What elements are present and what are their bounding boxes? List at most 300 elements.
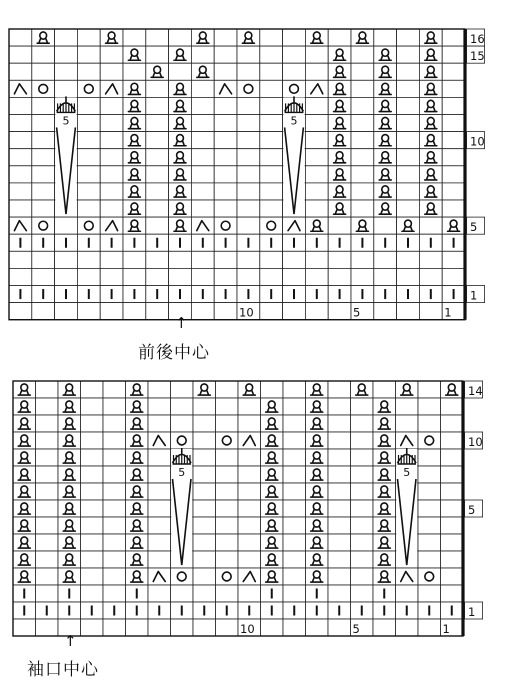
- chart-cell: [351, 483, 374, 500]
- chart-cell: [36, 449, 59, 466]
- chart-cell: [374, 183, 397, 200]
- chart-cell: [237, 132, 260, 149]
- chart-cell: [419, 132, 442, 149]
- chart-cell: [237, 115, 260, 132]
- chart-cell: [100, 132, 123, 149]
- chart-cell: [442, 80, 465, 97]
- chart-cell: [81, 398, 104, 415]
- caption-sleeve-center: 袖口中心: [27, 660, 99, 680]
- chart-cell: [9, 63, 32, 80]
- chart-cell: [260, 200, 283, 217]
- chart-cell: [169, 200, 192, 217]
- chart-cell: [351, 551, 374, 568]
- chart-cell: [238, 585, 261, 602]
- chart-cell: [419, 251, 442, 268]
- chart-cell: [396, 415, 419, 432]
- chart-cell: [32, 97, 55, 114]
- chart-cell: [237, 63, 260, 80]
- chart-cell: [418, 551, 441, 568]
- chart-cell: [351, 217, 374, 234]
- chart-cell: [81, 568, 104, 585]
- chart-cell: [283, 466, 306, 483]
- svg-text:5: 5: [470, 220, 478, 235]
- chart-cell: [9, 46, 32, 63]
- chart-cell: [191, 63, 214, 80]
- chart-cell: [32, 29, 55, 46]
- chart-cell: [146, 132, 169, 149]
- chart-cell: [306, 483, 329, 500]
- chart-cell: [169, 268, 192, 285]
- chart-cell: [146, 80, 169, 97]
- chart-cell: [351, 63, 374, 80]
- chart-cell: [238, 517, 261, 534]
- chart-cell: [216, 500, 239, 517]
- chart-cell: [193, 500, 216, 517]
- chart-cell: [100, 200, 123, 217]
- chart-cell: [193, 534, 216, 551]
- chart-cell: [126, 568, 149, 585]
- chart-cell: [9, 303, 32, 320]
- chart-cell: [216, 466, 239, 483]
- chart-cell: [58, 381, 81, 398]
- cluster-symbol: [171, 448, 192, 567]
- chart-cell: [374, 286, 397, 303]
- chart-cell: [77, 46, 100, 63]
- chart-cell: [191, 166, 214, 183]
- chart-cell: [13, 568, 36, 585]
- chart-cell: [261, 449, 284, 466]
- cluster-symbol: [396, 448, 417, 567]
- chart-cell: [238, 602, 261, 619]
- chart-cell: [214, 217, 237, 234]
- chart-cell: [261, 585, 284, 602]
- chart-cell: [442, 166, 465, 183]
- chart-cell: [191, 46, 214, 63]
- chart-cell: [419, 183, 442, 200]
- chart-cell: [397, 303, 420, 320]
- chart-cell: [374, 303, 397, 320]
- chart-cell: [328, 466, 351, 483]
- chart-cell: [305, 149, 328, 166]
- chart-cell: [260, 217, 283, 234]
- chart-cell: [418, 534, 441, 551]
- chart-cell: [126, 551, 149, 568]
- chart-cell: [283, 268, 306, 285]
- chart-cell: [148, 517, 171, 534]
- chart-cell: [237, 97, 260, 114]
- chart-cell: [283, 234, 306, 251]
- chart-cell: [32, 63, 55, 80]
- cluster-count-label: 5: [403, 466, 411, 479]
- chart-cell: [13, 534, 36, 551]
- chart-cell: [260, 29, 283, 46]
- chart-cell: [126, 483, 149, 500]
- chart-cell: [260, 80, 283, 97]
- chart-cell: [214, 97, 237, 114]
- chart-cell: [351, 398, 374, 415]
- chart-cell: [214, 80, 237, 97]
- chart-cell: [103, 568, 126, 585]
- chart-cell: [418, 619, 441, 636]
- chart-cell: [351, 449, 374, 466]
- chart-cell: [306, 619, 329, 636]
- chart-cell: [373, 534, 396, 551]
- chart-cell: [351, 602, 374, 619]
- chart-cell: [305, 286, 328, 303]
- svg-text:14: 14: [468, 384, 483, 398]
- chart-cell: [9, 268, 32, 285]
- chart-cell: [13, 415, 36, 432]
- chart-cell: [441, 551, 464, 568]
- chart-cell: [374, 234, 397, 251]
- chart-cell: [374, 80, 397, 97]
- chart-cell: [305, 217, 328, 234]
- caption-front-back-center: 前後中心: [138, 343, 210, 363]
- chart-cell: [260, 234, 283, 251]
- chart-cell: [169, 286, 192, 303]
- chart-cell: [55, 80, 78, 97]
- chart-cell: [374, 166, 397, 183]
- chart-cell: [305, 80, 328, 97]
- chart-cell: [328, 149, 351, 166]
- chart-cell: [418, 466, 441, 483]
- chart-cell: [442, 97, 465, 114]
- chart-cell: [214, 132, 237, 149]
- chart-cell: [9, 29, 32, 46]
- row-number-label: [467, 29, 485, 46]
- chart-grid: [13, 381, 463, 636]
- chart-cell: [351, 568, 374, 585]
- chart-cell: [397, 80, 420, 97]
- chart-cell: [261, 483, 284, 500]
- chart-cell: [148, 449, 171, 466]
- chart-cell: [373, 381, 396, 398]
- chart-cell: [419, 200, 442, 217]
- chart-cell: [191, 97, 214, 114]
- chart-cell: [58, 551, 81, 568]
- chart-cell: [32, 234, 55, 251]
- chart-cell: [36, 500, 59, 517]
- chart-cell: [32, 200, 55, 217]
- chart-cell: [191, 303, 214, 320]
- chart-cell: [146, 115, 169, 132]
- chart-cell: [328, 585, 351, 602]
- chart-cell: [100, 115, 123, 132]
- chart-cell: [123, 183, 146, 200]
- chart-cell: [126, 619, 149, 636]
- chart-cell: [237, 217, 260, 234]
- chart-cell: [9, 97, 32, 114]
- chart-cell: [169, 183, 192, 200]
- chart-cell: [191, 234, 214, 251]
- chart-cell: [193, 466, 216, 483]
- chart-cell: [171, 415, 194, 432]
- chart-cell: [283, 517, 306, 534]
- chart-cell: [103, 449, 126, 466]
- chart-cell: [237, 29, 260, 46]
- chart-cell: [126, 517, 149, 534]
- chart-cell: [9, 234, 32, 251]
- chart-cell: [328, 500, 351, 517]
- column-number-label: 5: [352, 622, 360, 636]
- chart-cell: [374, 251, 397, 268]
- chart-cell: [81, 517, 104, 534]
- chart-cell: [373, 449, 396, 466]
- chart-cell: [193, 568, 216, 585]
- chart-cell: [397, 268, 420, 285]
- chart-cell: [351, 381, 374, 398]
- chart-cell: [419, 217, 442, 234]
- chart-cell: [306, 415, 329, 432]
- chart-cell: [100, 97, 123, 114]
- chart-cell: [306, 585, 329, 602]
- chart-cell: [328, 46, 351, 63]
- chart-cell: [238, 534, 261, 551]
- chart-cell: [146, 97, 169, 114]
- chart-cell: [419, 46, 442, 63]
- chart-cell: [191, 251, 214, 268]
- chart-cell: [13, 398, 36, 415]
- chart-cell: [193, 449, 216, 466]
- chart-cell: [193, 551, 216, 568]
- chart-cell: [260, 286, 283, 303]
- chart-cell: [191, 183, 214, 200]
- chart-cell: [126, 602, 149, 619]
- chart-cell: [261, 568, 284, 585]
- chart-cell: [123, 149, 146, 166]
- chart-cell: [103, 619, 126, 636]
- chart-cell: [191, 132, 214, 149]
- chart-cell: [169, 46, 192, 63]
- chart-cell: [191, 217, 214, 234]
- chart-cell: [260, 183, 283, 200]
- sleeve-chart: [0, 370, 514, 700]
- chart-cell: [441, 466, 464, 483]
- chart-cell: [81, 619, 104, 636]
- chart-cell: [169, 132, 192, 149]
- chart-cell: [419, 234, 442, 251]
- chart-cell: [13, 432, 36, 449]
- chart-cell: [146, 251, 169, 268]
- svg-text:15: 15: [470, 49, 485, 64]
- svg-text:10: 10: [470, 134, 485, 149]
- chart-cell: [171, 602, 194, 619]
- chart-cell: [396, 432, 419, 449]
- chart-cell: [442, 268, 465, 285]
- chart-cell: [237, 46, 260, 63]
- chart-cell: [306, 432, 329, 449]
- chart-cell: [328, 183, 351, 200]
- chart-cell: [419, 286, 442, 303]
- chart-cell: [238, 551, 261, 568]
- chart-cell: [261, 415, 284, 432]
- chart-cell: [374, 97, 397, 114]
- chart-cell: [148, 568, 171, 585]
- chart-cell: [351, 466, 374, 483]
- chart-cell: [77, 29, 100, 46]
- chart-cell: [216, 415, 239, 432]
- chart-cell: [351, 585, 374, 602]
- chart-cell: [36, 534, 59, 551]
- chart-cell: [351, 286, 374, 303]
- chart-cell: [418, 432, 441, 449]
- row-number-label: [467, 132, 485, 149]
- chart-cell: [374, 63, 397, 80]
- chart-cell: [146, 183, 169, 200]
- chart-cell: [216, 585, 239, 602]
- chart-cell: [55, 268, 78, 285]
- chart-cell: [373, 432, 396, 449]
- chart-cell: [351, 166, 374, 183]
- chart-cell: [171, 381, 194, 398]
- chart-cell: [238, 483, 261, 500]
- chart-cell: [13, 602, 36, 619]
- chart-cell: [283, 381, 306, 398]
- chart-cell: [306, 449, 329, 466]
- chart-cell: [374, 200, 397, 217]
- chart-cell: [260, 303, 283, 320]
- chart-cell: [351, 432, 374, 449]
- chart-cell: [260, 63, 283, 80]
- chart-cell: [77, 286, 100, 303]
- chart-cell: [328, 132, 351, 149]
- chart-cell: [442, 115, 465, 132]
- chart-cell: [237, 166, 260, 183]
- chart-cell: [305, 63, 328, 80]
- row-number-label: [467, 286, 485, 303]
- svg-text:1: 1: [470, 288, 478, 303]
- chart-cell: [306, 517, 329, 534]
- chart-cell: [123, 115, 146, 132]
- chart-cell: [81, 483, 104, 500]
- chart-cell: [214, 63, 237, 80]
- chart-cell: [103, 483, 126, 500]
- front-back-chart: [0, 0, 514, 330]
- chart-cell: [397, 251, 420, 268]
- chart-cell: [441, 534, 464, 551]
- chart-cell: [36, 466, 59, 483]
- chart-cell: [260, 132, 283, 149]
- chart-cell: [373, 517, 396, 534]
- chart-cell: [214, 234, 237, 251]
- chart-cell: [126, 585, 149, 602]
- chart-cell: [441, 381, 464, 398]
- chart-cell: [237, 149, 260, 166]
- chart-cell: [351, 251, 374, 268]
- chart-cell: [328, 217, 351, 234]
- chart-cell: [260, 46, 283, 63]
- chart-cell: [441, 568, 464, 585]
- chart-cell: [351, 149, 374, 166]
- chart-cell: [351, 200, 374, 217]
- chart-cell: [261, 534, 284, 551]
- chart-cell: [13, 466, 36, 483]
- chart-cell: [351, 534, 374, 551]
- chart-cell: [396, 619, 419, 636]
- chart-cell: [126, 534, 149, 551]
- chart-cell: [306, 381, 329, 398]
- chart-cell: [237, 286, 260, 303]
- chart-cell: [36, 517, 59, 534]
- chart-cell: [283, 398, 306, 415]
- chart-cell: [418, 568, 441, 585]
- chart-cell: [442, 251, 465, 268]
- chart-cell: [328, 97, 351, 114]
- chart-cell: [193, 585, 216, 602]
- chart-cell: [418, 381, 441, 398]
- column-number-label: 1: [442, 622, 450, 636]
- chart-cell: [216, 517, 239, 534]
- chart-cell: [442, 286, 465, 303]
- chart-cell: [238, 398, 261, 415]
- chart-cell: [328, 381, 351, 398]
- chart-cell: [442, 183, 465, 200]
- chart-cell: [123, 166, 146, 183]
- chart-cell: [123, 97, 146, 114]
- chart-cell: [13, 619, 36, 636]
- chart-cell: [306, 398, 329, 415]
- chart-cell: [81, 415, 104, 432]
- chart-cell: [146, 29, 169, 46]
- chart-cell: [397, 183, 420, 200]
- chart-cell: [441, 602, 464, 619]
- chart-cell: [214, 46, 237, 63]
- chart-cell: [283, 432, 306, 449]
- chart-cell: [261, 500, 284, 517]
- chart-cell: [169, 63, 192, 80]
- chart-cell: [373, 602, 396, 619]
- chart-cell: [81, 534, 104, 551]
- chart-cell: [100, 268, 123, 285]
- chart-cell: [283, 415, 306, 432]
- chart-cell: [305, 251, 328, 268]
- chart-cell: [9, 251, 32, 268]
- chart-cell: [261, 551, 284, 568]
- chart-cell: [283, 585, 306, 602]
- chart-cell: [169, 97, 192, 114]
- chart-cell: [442, 63, 465, 80]
- chart-cell: [191, 29, 214, 46]
- chart-cell: [441, 449, 464, 466]
- chart-cell: [328, 234, 351, 251]
- chart-cell: [9, 183, 32, 200]
- chart-cell: [328, 432, 351, 449]
- chart-cell: [418, 500, 441, 517]
- chart-cell: [100, 286, 123, 303]
- chart-cell: [55, 46, 78, 63]
- chart-cell: [373, 415, 396, 432]
- chart-cell: [328, 619, 351, 636]
- chart-cell: [260, 268, 283, 285]
- column-number-label: 10: [240, 622, 255, 636]
- chart-cell: [305, 200, 328, 217]
- chart-cell: [305, 166, 328, 183]
- chart-cell: [126, 432, 149, 449]
- chart-cell: [77, 166, 100, 183]
- chart-cell: [193, 483, 216, 500]
- row-number-label: [465, 500, 483, 517]
- chart-cell: [214, 29, 237, 46]
- chart-cell: [100, 217, 123, 234]
- chart-cell: [216, 534, 239, 551]
- chart-cell: [191, 286, 214, 303]
- chart-cell: [32, 149, 55, 166]
- chart-cell: [100, 149, 123, 166]
- chart-cell: [32, 217, 55, 234]
- chart-cell: [261, 517, 284, 534]
- chart-cell: [283, 63, 306, 80]
- chart-cell: [351, 234, 374, 251]
